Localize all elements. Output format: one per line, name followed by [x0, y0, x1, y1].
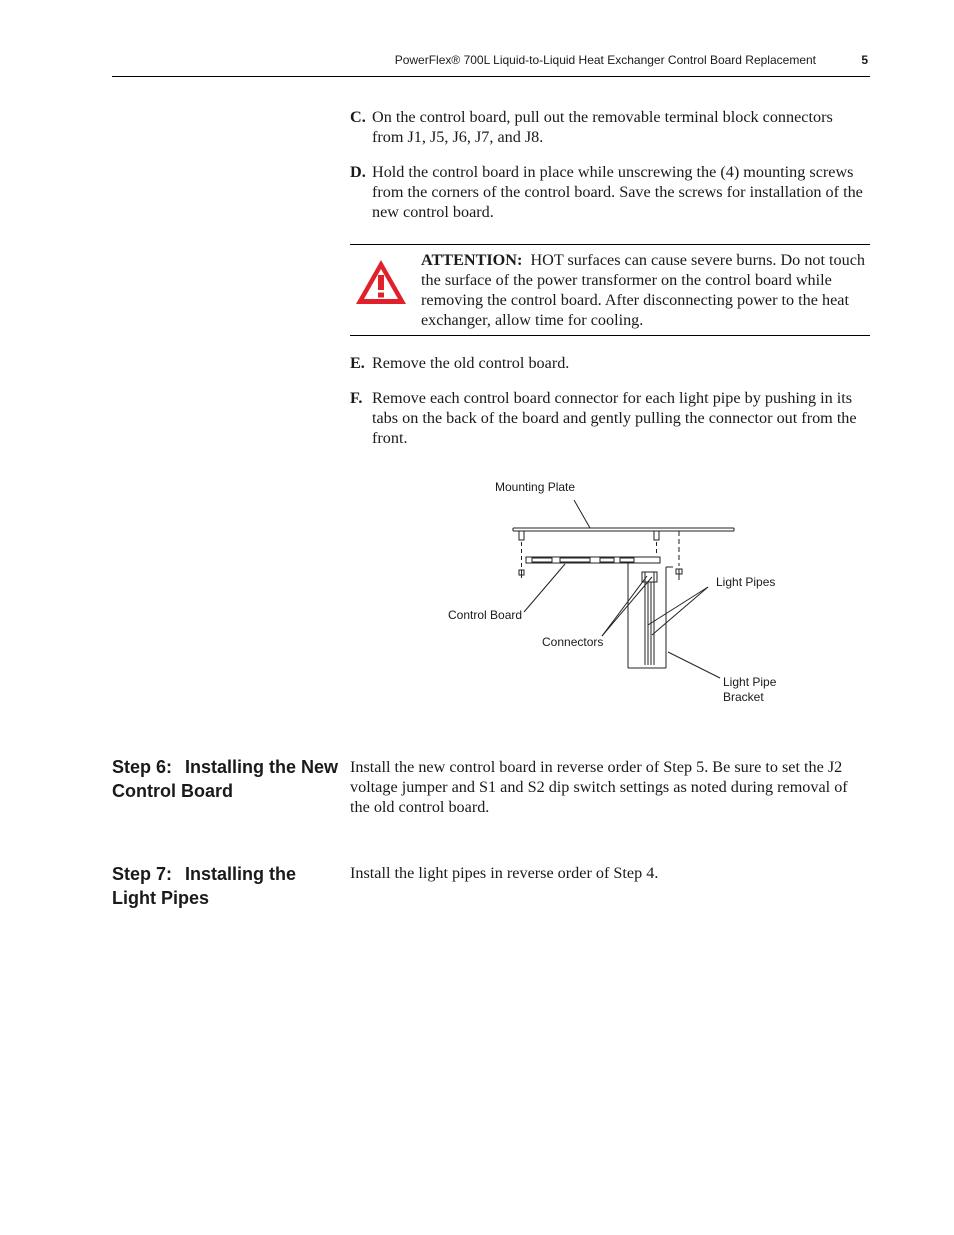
- step-marker: F.: [350, 389, 363, 407]
- page-header: [112, 50, 870, 77]
- section-step-number: Step 7:: [112, 864, 173, 884]
- section-heading-step-7: [112, 862, 340, 910]
- page-number: 5: [861, 53, 868, 67]
- attention-box: [350, 244, 870, 336]
- label-mounting-plate: Mounting Plate: [495, 480, 576, 494]
- section-body-step-7: Install the light pipes in reverse order of Step 4.: [350, 864, 659, 882]
- label-light-pipes: Light Pipes: [716, 575, 776, 589]
- attention-label: ATTENTION:: [421, 251, 523, 269]
- header-title: PowerFlex® 700L Liquid-to-Liquid Heat Exchanger Control Board Replacement: [394, 53, 816, 67]
- step-text: On the control board, pull out the removable terminal block connectors from J1, J5, J6, J7, and J8.: [372, 108, 833, 146]
- section-title: Installing the New Control Board: [112, 757, 339, 801]
- label-light-pipe-bracket-line2: Bracket: [723, 690, 764, 704]
- step-marker: C.: [350, 108, 366, 126]
- control-board-diagram: [440, 470, 800, 720]
- step-marker: D.: [350, 163, 366, 181]
- step-text: Remove each control board connector for each light pipe by pushing in its tabs on the back of the board and gently pulling the connector out from the front.: [372, 389, 857, 447]
- warning-triangle-icon: [353, 256, 409, 308]
- label-connectors: Connectors: [542, 635, 604, 649]
- step-text: Hold the control board in place while unscrewing the (4) mounting screws from the corners of the control board. Save the screws for installation of the new control board.: [372, 163, 863, 221]
- step-marker: E.: [350, 354, 365, 372]
- label-light-pipe-bracket-line1: Light Pipe: [723, 675, 777, 689]
- step-e: [350, 353, 865, 373]
- section-step-number: Step 6:: [112, 757, 173, 777]
- attention-message: HOT surfaces can cause severe burns. Do not touch the surface of the power transformer on the control board while removing the control board. After disconnecting power to the heat exchanger, allow time for cooling.: [421, 251, 866, 329]
- step-d: [350, 162, 865, 222]
- section-heading-step-6: [112, 755, 340, 803]
- label-control-board: Control Board: [448, 608, 523, 622]
- step-text: Remove the old control board.: [372, 354, 570, 372]
- step-f: [350, 388, 865, 448]
- section-title: Installing the Light Pipes: [112, 864, 297, 908]
- step-c: [350, 107, 865, 147]
- section-body-step-6: Install the new control board in reverse order of Step 5. Be sure to set the J2 voltage jumper and S1 and S2 dip switch settings as noted during removal of the old control board.: [350, 758, 848, 816]
- attention-text: [421, 250, 866, 330]
